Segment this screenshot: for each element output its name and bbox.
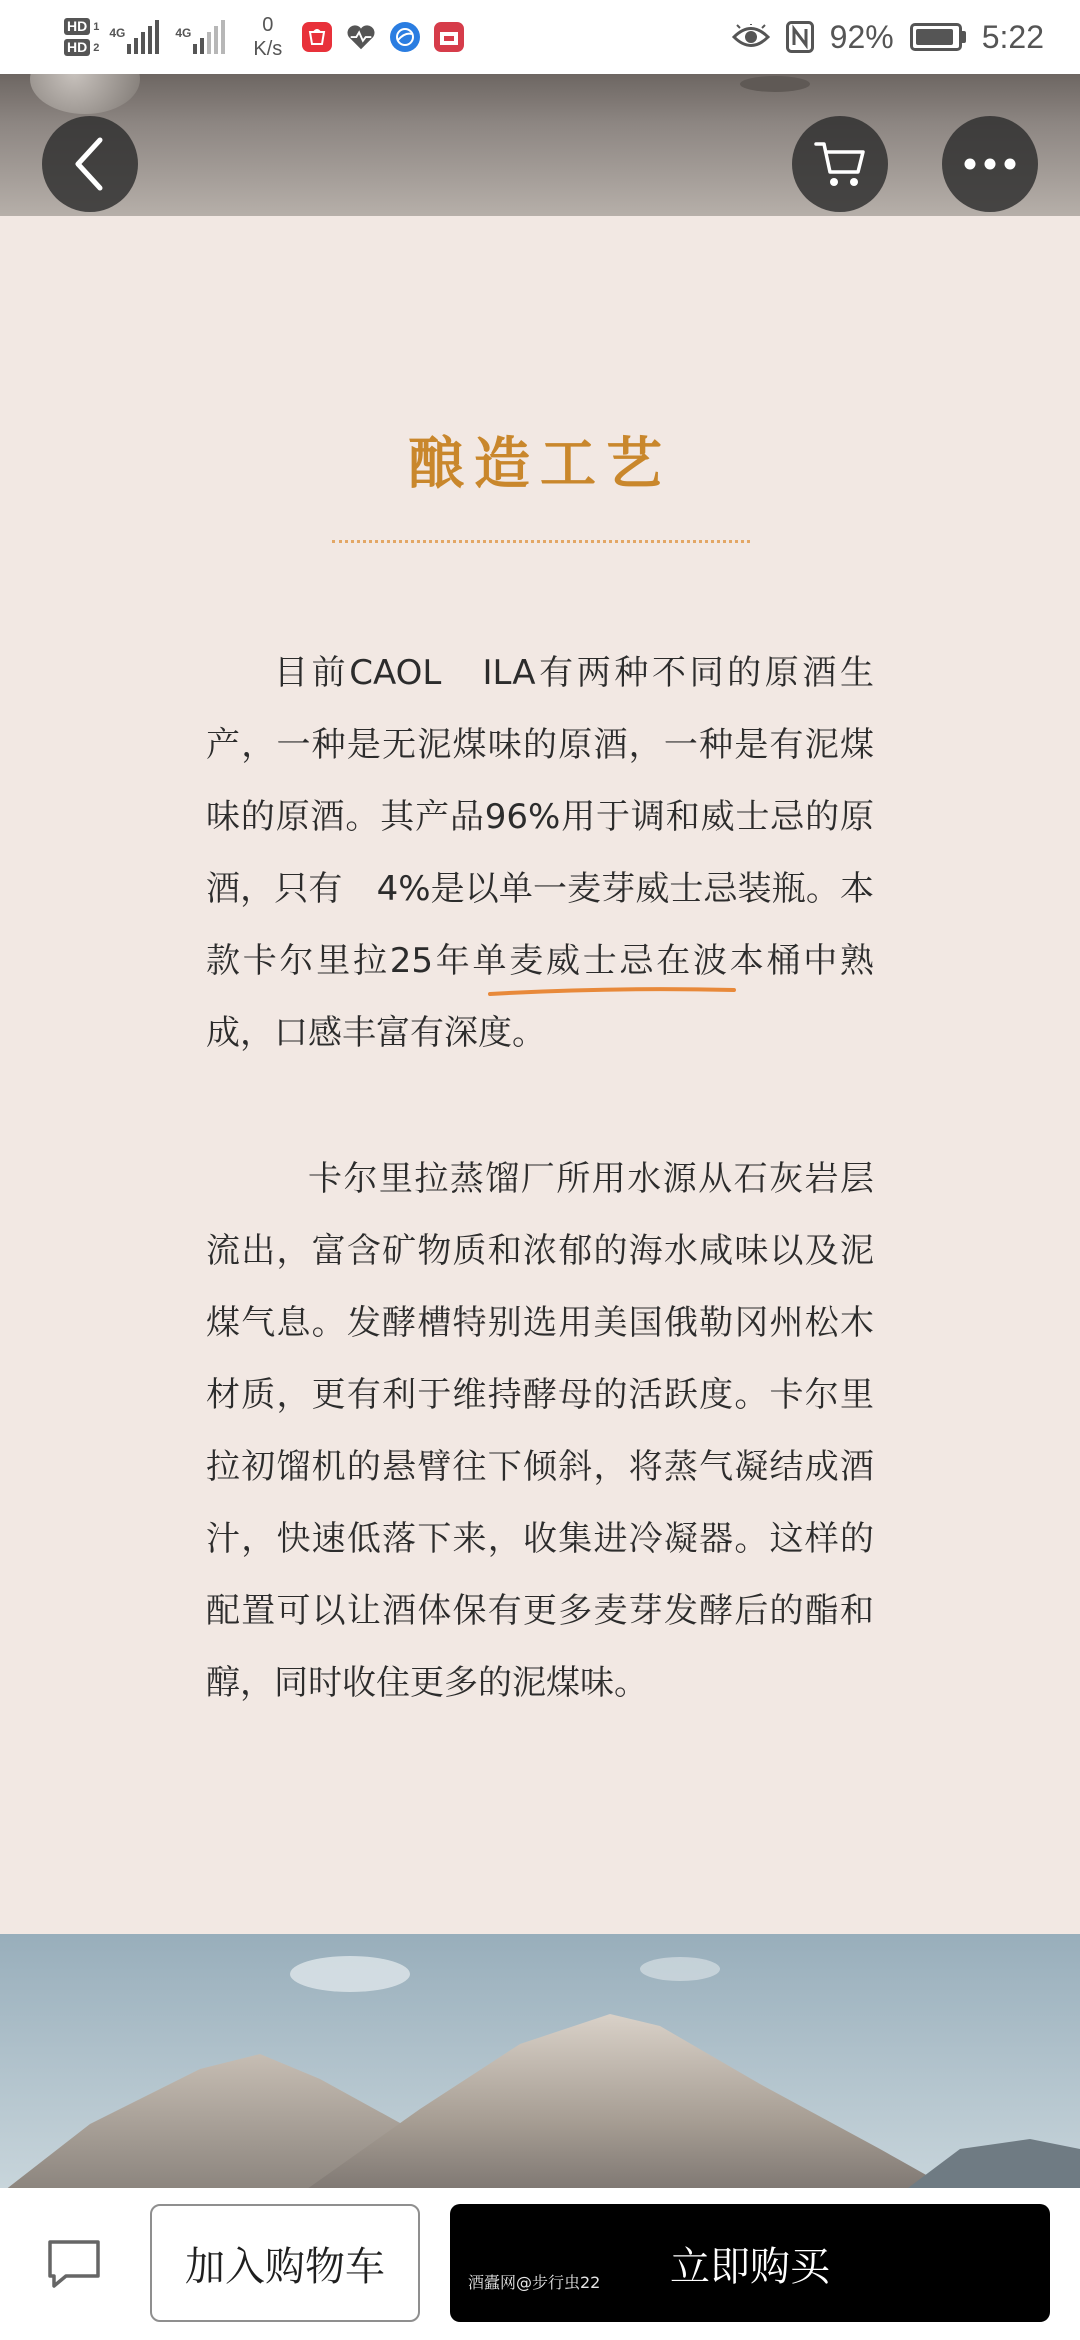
status-left — [64, 13, 478, 61]
section-title: 酿造工艺 — [408, 432, 672, 497]
buy-now-button[interactable]: 立即购买 — [450, 2204, 1050, 2322]
paragraph-distillery-water: 卡尔里拉蒸馏厂所用水源从石灰岩层流出，富含矿物质和浓郁的海水咸味以及泥煤气息。发酵槽特别选用美国俄勒冈州松木材质，更有利于维持酵母的活跃度。卡尔里拉初馏机的悬臂往下倾斜，将蒸气凝结成酒汁，快速低落下来，收集进冷凝器。这样的配置可以让酒体保有更多麦芽发酵后的酯和醇，同时收住更多的泥煤味。 — [206, 1159, 874, 1703]
sim2-number: 2 — [93, 41, 100, 54]
signal-2 — [175, 20, 225, 54]
clock: 5:22 — [981, 18, 1044, 55]
back-button[interactable] — [42, 116, 138, 212]
signal-bars-1-icon — [127, 20, 159, 54]
add-to-cart-button[interactable]: 加入购物车 — [150, 2204, 420, 2322]
speed-value: 0 — [262, 14, 274, 36]
shopping-cart-icon — [813, 139, 867, 189]
title-divider — [332, 540, 750, 543]
speed-unit: K/s — [253, 38, 283, 60]
cart-button[interactable] — [792, 116, 888, 212]
network-type-1: 4G — [109, 26, 126, 40]
highlight-underline — [488, 986, 736, 996]
chevron-left-icon — [70, 136, 110, 192]
sim-indicators — [64, 18, 99, 56]
battery-percent: 92% — [829, 18, 894, 55]
sim1-hd-badge: HD — [64, 18, 90, 35]
eye-comfort-icon — [732, 24, 770, 50]
status-right — [716, 19, 1044, 56]
watermark: 酒蠹网@步行虫22 — [468, 2273, 601, 2292]
sim1-number: 1 — [93, 20, 100, 33]
network-speed — [253, 13, 282, 61]
sim2-hd-badge: HD — [64, 39, 90, 56]
mountain-landscape-image — [0, 1934, 1080, 2194]
battery-icon — [910, 23, 966, 51]
more-dots-icon — [962, 157, 1018, 171]
customer-service-button[interactable] — [44, 2234, 104, 2294]
product-image-strip — [0, 74, 1080, 216]
status-bar — [0, 0, 1080, 74]
paragraph-brewing-intro: 目前CAOL ILA有两种不同的原酒生产，一种是无泥煤味的原酒，一种是有泥煤味的原酒。其产品96%用于调和威士忌的原酒，只有 4%是以单一麦芽威士忌装瓶。本款卡尔里拉25年单麦威士忌在波本桶中熟成，口感丰富有深度。 — [206, 653, 874, 1053]
more-button[interactable] — [942, 116, 1038, 212]
bottom-action-bar — [0, 2188, 1080, 2340]
signal-bars-2-icon — [193, 20, 225, 54]
browser-icon — [390, 22, 420, 52]
signal-1 — [109, 20, 159, 54]
huawei-appgallery-icon — [302, 22, 332, 52]
store-icon — [434, 22, 464, 52]
network-type-2: 4G — [175, 26, 192, 40]
health-icon — [346, 22, 376, 52]
battery-level-fill — [916, 29, 953, 45]
nfc-icon — [786, 21, 814, 53]
chat-icon — [44, 2234, 104, 2294]
